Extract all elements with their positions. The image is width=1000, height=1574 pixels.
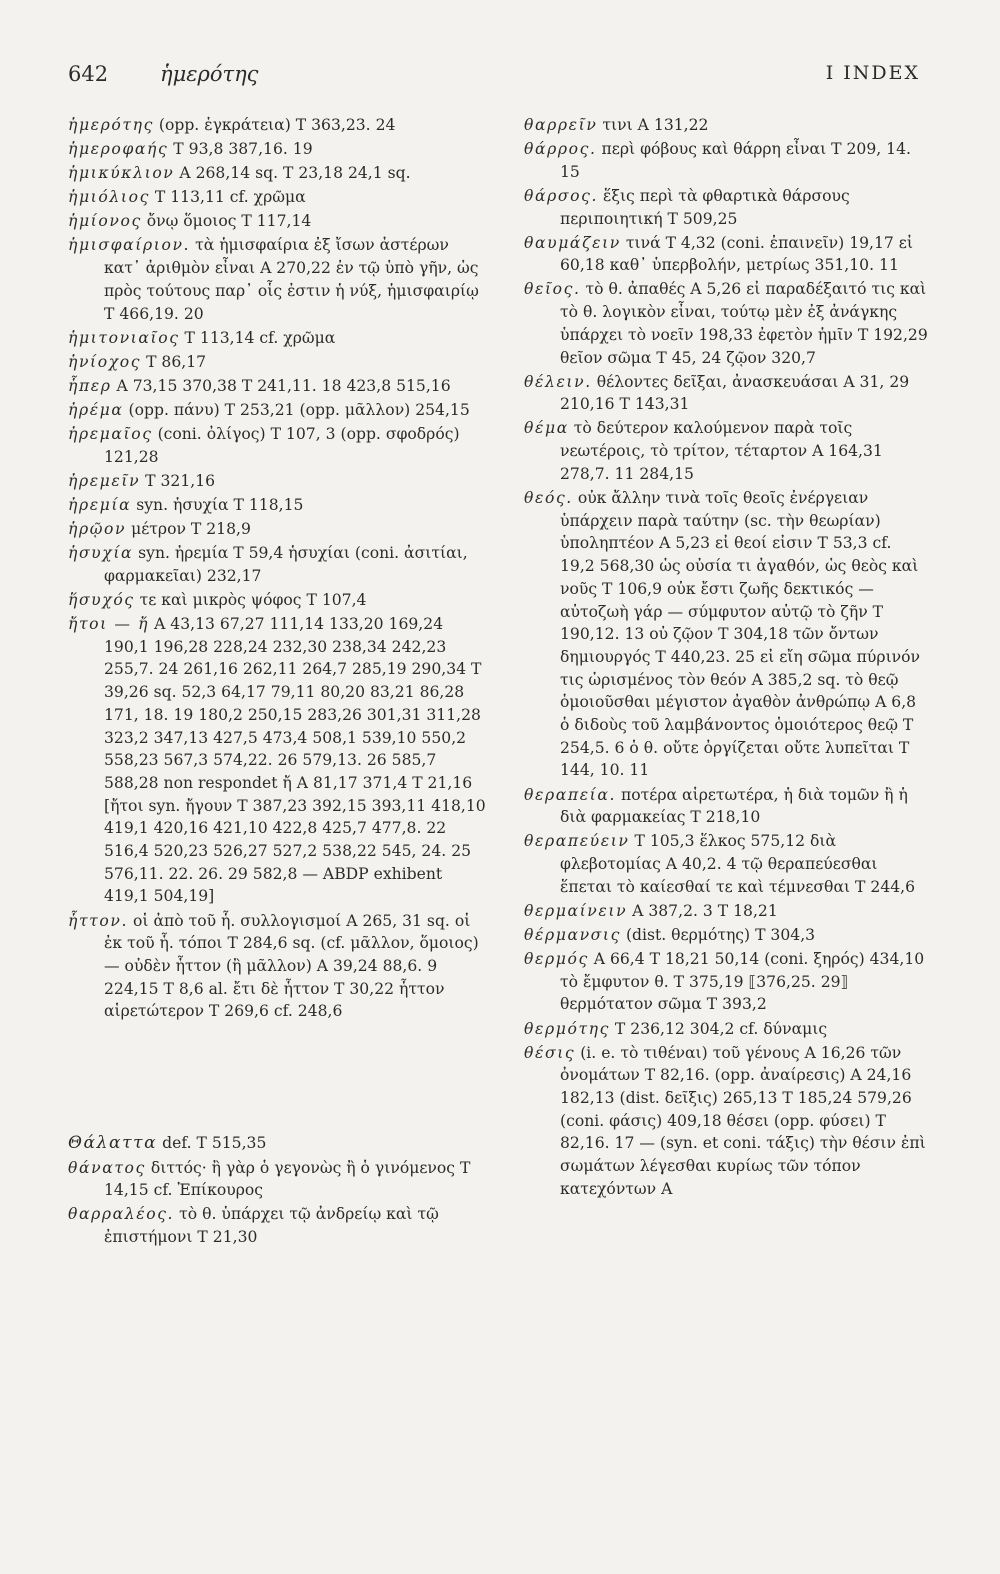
entry-lemma: θέλειν. <box>524 372 592 391</box>
entry-text: T 105,3 ἕλκος 575,12 διὰ φλεβοτομίας A 40,2. 4 τῷ θεραπεύεσθαι ἕπεται τὸ καίεσθαί τε καὶ τέμνεσθαι T 244,6 <box>560 832 916 896</box>
section-label: I INDEX <box>825 62 920 84</box>
entry-lemma: θερμός <box>524 950 589 968</box>
entry-lemma: ἠρεμεῖν <box>68 471 141 490</box>
entry-lemma: ἠρεμία <box>68 495 132 514</box>
entry-text: (opp. πάνυ) T 253,21 (opp. μᾶλλον) 254,15 <box>128 400 470 419</box>
index-entry <box>68 589 486 612</box>
entry-text: T 236,12 304,2 cf. δύναμις <box>614 1019 828 1038</box>
entry-lemma: θερμαίνειν <box>524 901 628 920</box>
entry-text: ἕξις περὶ τὰ φθαρτικὰ θάρσους περιποιητική T 509,25 <box>560 186 850 228</box>
entry-text: (dist. θερμότης) T 304,3 <box>625 925 816 944</box>
index-entry <box>524 784 930 829</box>
entry-lemma: ἥσυχός <box>68 590 135 609</box>
index-entry <box>524 278 930 369</box>
index-entry <box>524 114 930 137</box>
entry-lemma: θέρμανσις <box>524 925 621 944</box>
entry-text: (coni. ὀλίγος) T 107, 3 (opp. σφοδρός) 121,28 <box>104 425 460 466</box>
entry-lemma: ἠρέμα <box>68 400 124 419</box>
index-entry <box>68 1157 486 1202</box>
entry-lemma: θαυμάζειν <box>524 233 621 252</box>
entry-lemma: θέσις <box>524 1043 576 1062</box>
left-entries-eta <box>68 114 486 1023</box>
entry-lemma: ἧττον. <box>68 911 129 930</box>
index-entry <box>524 185 930 230</box>
entry-lemma: ἡμερότης <box>68 116 154 134</box>
index-entry <box>68 375 486 398</box>
entry-text: A 73,15 370,38 T 241,11. 18 423,8 515,16 <box>116 376 451 395</box>
index-entry <box>524 948 930 1016</box>
index-entry <box>68 210 486 233</box>
entry-lemma: Θάλαττα <box>68 1133 158 1154</box>
entry-text: οὐκ ἄλλην τινὰ τοῖς θεοῖς ἐνέργειαν ὑπάρχειν παρὰ ταύτην (sc. τὴν θεωρίαν) ὑποληπτέον A 5,23 εἰ θεοί εἰσιν T 53,3 cf. 19,2 568,30 ὡς οὐσία τι ἀγαθόν, ὡς θεὸς καὶ νοῦς T 106,9 οὐκ ἔστι ζωῆς δεκτικός — αὐτοζωὴ γάρ — σύμφυτον αὐτῷ τὸ ζῆν T 190,12. 13 οὐ ζῷον T 304,18 τῶν ὄντων δημιουργός T 440,23. 25 εἰ εἴη σῶμα πύρινόν τις ὡρισμένος τὸν θεόν A 385,2 sq. τὸ θεῷ ὁμοιοῦσθαι μέγιστον ἀγαθὸν ἀνθρώπῳ A 6,8 ὁ διδοὺς τοῦ λαμβάνοντος ὁμοιότερος θεῷ T 254,5. 6 ὁ θ. οὔτε ὀργίζεται οὔτε λυπεῖται T 144, 10. 11 <box>560 488 921 780</box>
index-entry <box>68 423 486 468</box>
entry-lemma: ἡμεροφαής <box>68 140 169 159</box>
entry-lemma: θάνατος <box>68 1158 146 1177</box>
entry-text: A 387,2. 3 T 18,21 <box>632 901 778 920</box>
index-entry <box>68 910 486 1024</box>
letter-gap <box>68 1024 486 1132</box>
entry-text: διττός· ἢ γὰρ ὁ γεγονὼς ἢ ὁ γινόμενος T 14,15 cf. Ἐπίκουρος <box>104 1158 471 1200</box>
index-entry <box>68 351 486 374</box>
index-entry <box>524 417 930 485</box>
entry-lemma: ἡμιόλιος <box>68 188 150 207</box>
index-entry <box>68 518 486 541</box>
entry-text: τινά T 4,32 (coni. ἐπαινεῖν) 19,17 εἰ 60,18 καθ᾽ ὑπερβολήν, μετρίως 351,10. 11 <box>560 233 913 275</box>
index-entry <box>68 1132 486 1155</box>
entry-lemma: ἡμίονος <box>68 212 142 231</box>
index-entry <box>524 830 930 898</box>
entry-text: μέτρον T 218,9 <box>131 520 251 539</box>
index-entry <box>524 1042 930 1201</box>
index-entry <box>68 327 486 350</box>
entry-text: T 113,14 cf. χρῶμα <box>184 328 336 347</box>
right-entries <box>524 114 930 1201</box>
entry-text: τὰ ἡμισφαίρια ἐξ ἴσων ἀστέρων κατ᾽ ἀριθμὸν εἶναι A 270,22 ἐν τῷ ὑπὸ γῆν, ὡς πρὸς τούτους παρ᾽ οἷς ἐστιν ἡ νύξ, ἡμισφαιρίῳ T 466,19. 20 <box>104 236 479 323</box>
entry-text: syn. ἠρεμία T 59,4 ἡσυχίαι (coni. ἀσιτίαι, φαρμακεῖαι) 232,17 <box>104 544 468 585</box>
index-entry <box>524 232 930 277</box>
entry-lemma: θάρσος. <box>524 186 599 205</box>
entry-lemma: ἡμισφαίριον. <box>68 236 191 255</box>
entry-text: def. T 515,35 <box>162 1134 267 1153</box>
index-entry <box>68 114 486 137</box>
index-entry <box>524 487 930 782</box>
index-entry <box>524 371 930 416</box>
left-entries-theta <box>68 1132 486 1248</box>
entry-lemma: ἡμιτονιαῖος <box>68 328 180 347</box>
page-header <box>68 62 920 96</box>
entry-text: τὸ δεύτερον καλούμενον παρὰ τοῖς νεωτέροις, τὸ τρίτον, τέταρτον A 164,31 278,7. 11 284,15 <box>560 419 883 483</box>
entry-lemma: θεός. <box>524 488 573 507</box>
index-entry <box>524 900 930 923</box>
index-entry <box>68 399 486 422</box>
entry-text: T 93,8 387,16. 19 <box>173 140 313 159</box>
entry-text: T 321,16 <box>145 471 216 490</box>
running-title: ἡμερότης <box>160 62 259 86</box>
entry-lemma: θέμα <box>524 419 569 438</box>
entry-text: A 66,4 T 18,21 50,14 (coni. ξηρός) 434,10 τὸ ἔμφυτον θ. T 375,19 ⟦376,25. 29⟧ θερμότατον σῶμα T 393,2 <box>560 950 925 1014</box>
entry-lemma: θεῖος. <box>524 280 581 299</box>
entry-text: τε καὶ μικρὸς ψόφος T 107,4 <box>139 590 367 609</box>
index-entry <box>68 138 486 161</box>
page-number: 642 <box>68 62 109 86</box>
left-column <box>68 114 486 1250</box>
index-entry <box>68 542 486 587</box>
entry-text: οἱ ἀπὸ τοῦ ἧ. συλλογισμοί A 265, 31 sq. οἱ ἐκ τοῦ ἧ. τόποι T 284,6 sq. (cf. μᾶλλον, ὅμοιος) — οὐδὲν ἧττον (ἢ μᾶλλον) A 39,24 88,6. 9 224,15 T 8,6 al. ἔτι δὲ ἧττον T 30,22 ἧττον αἱρετώτερον T 269,6 cf. 248,6 <box>104 911 479 1021</box>
entry-lemma: ἡρῷον <box>68 520 127 539</box>
entry-lemma: ἧπερ <box>68 376 112 395</box>
entry-lemma: θεραπεία. <box>524 785 617 804</box>
entry-lemma: θάρρος. <box>524 140 597 159</box>
entry-lemma: θαρρεῖν <box>524 116 598 134</box>
entry-lemma: ἤτοι — ἤ <box>68 615 150 634</box>
entry-lemma: θαρραλέος. <box>68 1205 175 1224</box>
entry-text: A 268,14 sq. T 23,18 24,1 sq. <box>179 164 411 183</box>
index-entry <box>524 1018 930 1041</box>
index-entry <box>68 1203 486 1248</box>
entry-lemma: ἠρεμαῖος <box>68 425 153 444</box>
right-column <box>524 114 930 1202</box>
index-entry <box>68 186 486 209</box>
index-entry <box>68 613 486 908</box>
index-entry <box>68 234 486 325</box>
entry-lemma: ἡμικύκλιον <box>68 164 175 183</box>
entry-text: τὸ θ. ὑπάρχει τῷ ἀνδρείῳ καὶ τῷ ἐπιστήμονι T 21,30 <box>104 1205 439 1247</box>
entry-text: περὶ φόβους καὶ θάρρη εἶναι T 209, 14. 15 <box>560 140 911 181</box>
entry-text: (opp. ἐγκράτεια) T 363,23. 24 <box>158 116 396 134</box>
index-entry <box>68 470 486 493</box>
index-entry <box>68 162 486 185</box>
entry-text: τὸ θ. ἀπαθές A 5,26 εἰ παραδέξαιτό τις καὶ τὸ θ. λογικὸν εἶναι, τούτῳ μὲν ἐξ ἀνάγκης ὑπάρχει τὸ νοεῖν 198,33 ἐφετὸν ἡμῖν T 192,29 θεῖον σῶμα T 45, 24 ζῷον 320,7 <box>560 280 928 367</box>
entry-text: T 86,17 <box>146 352 207 371</box>
entry-text: (i. e. τὸ τιθέναι) τοῦ γένους A 16,26 τῶν ὀνομάτων T 82,16. (opp. ἀναίρεσις) A 24,16 182,13 (dist. δεῖξις) 265,13 T 185,24 579,26 (coni. φάσις) 409,18 θέσει (opp. φύσει) T 82,16. 17 — (syn. et coni. τάξις) τὴν θέσιν ἐπὶ σωμάτων λέγεσθαι κυρίως τῶν τόπον κατεχόντων A <box>560 1043 926 1198</box>
entry-text: τινι A 131,22 <box>602 116 709 134</box>
entry-text: T 113,11 cf. χρῶμα <box>154 188 306 207</box>
index-entry <box>68 494 486 517</box>
entry-text: A 43,13 67,27 111,14 133,20 169,24 190,1 196,28 228,24 232,30 238,34 242,23 255,7. 24 261,16 262,11 264,7 285,19 290,34 T 39,26 sq. 52,3 64,17 79,11 80,20 83,21 86,28 171, 18. 19 180,2 250,15 283,26 301,31 311,28 323,2 347,13 427,5 473,4 508,1 539,10 550,2 558,23 567,3 574,22. 26 579,13. 26 585,7 588,28 non respondet ἤ A 81,17 371,4 T 21,16 [ἤτοι syn. ἤγουν T 387,23 392,15 393,11 418,10 419,1 420,16 421,10 422,8 425,7 477,8. 22 516,4 520,23 526,27 527,2 538,22 545, 24. 25 576,11. 22. 26. 29 582,8 — ABDP exhibent 419,1 504,19] <box>104 615 486 906</box>
entry-text: ποτέρα αἱρετωτέρα, ἡ διὰ τομῶν ἢ ἡ διὰ φαρμακείας T 218,10 <box>560 785 908 827</box>
index-entry <box>524 924 930 947</box>
entry-lemma: θερμότης <box>524 1019 610 1038</box>
entry-text: θέλοντες δεῖξαι, ἀνασκευάσαι A 31, 29 210,16 T 143,31 <box>560 372 910 414</box>
entry-lemma: θεραπεύειν <box>524 832 630 851</box>
entry-text: ὄνῳ ὅμοιος T 117,14 <box>146 212 312 231</box>
entry-lemma: ἡσυχία <box>68 544 134 563</box>
entry-lemma: ἡνίοχος <box>68 352 142 371</box>
index-entry <box>524 138 930 183</box>
entry-text: syn. ἡσυχία T 118,15 <box>136 495 304 514</box>
